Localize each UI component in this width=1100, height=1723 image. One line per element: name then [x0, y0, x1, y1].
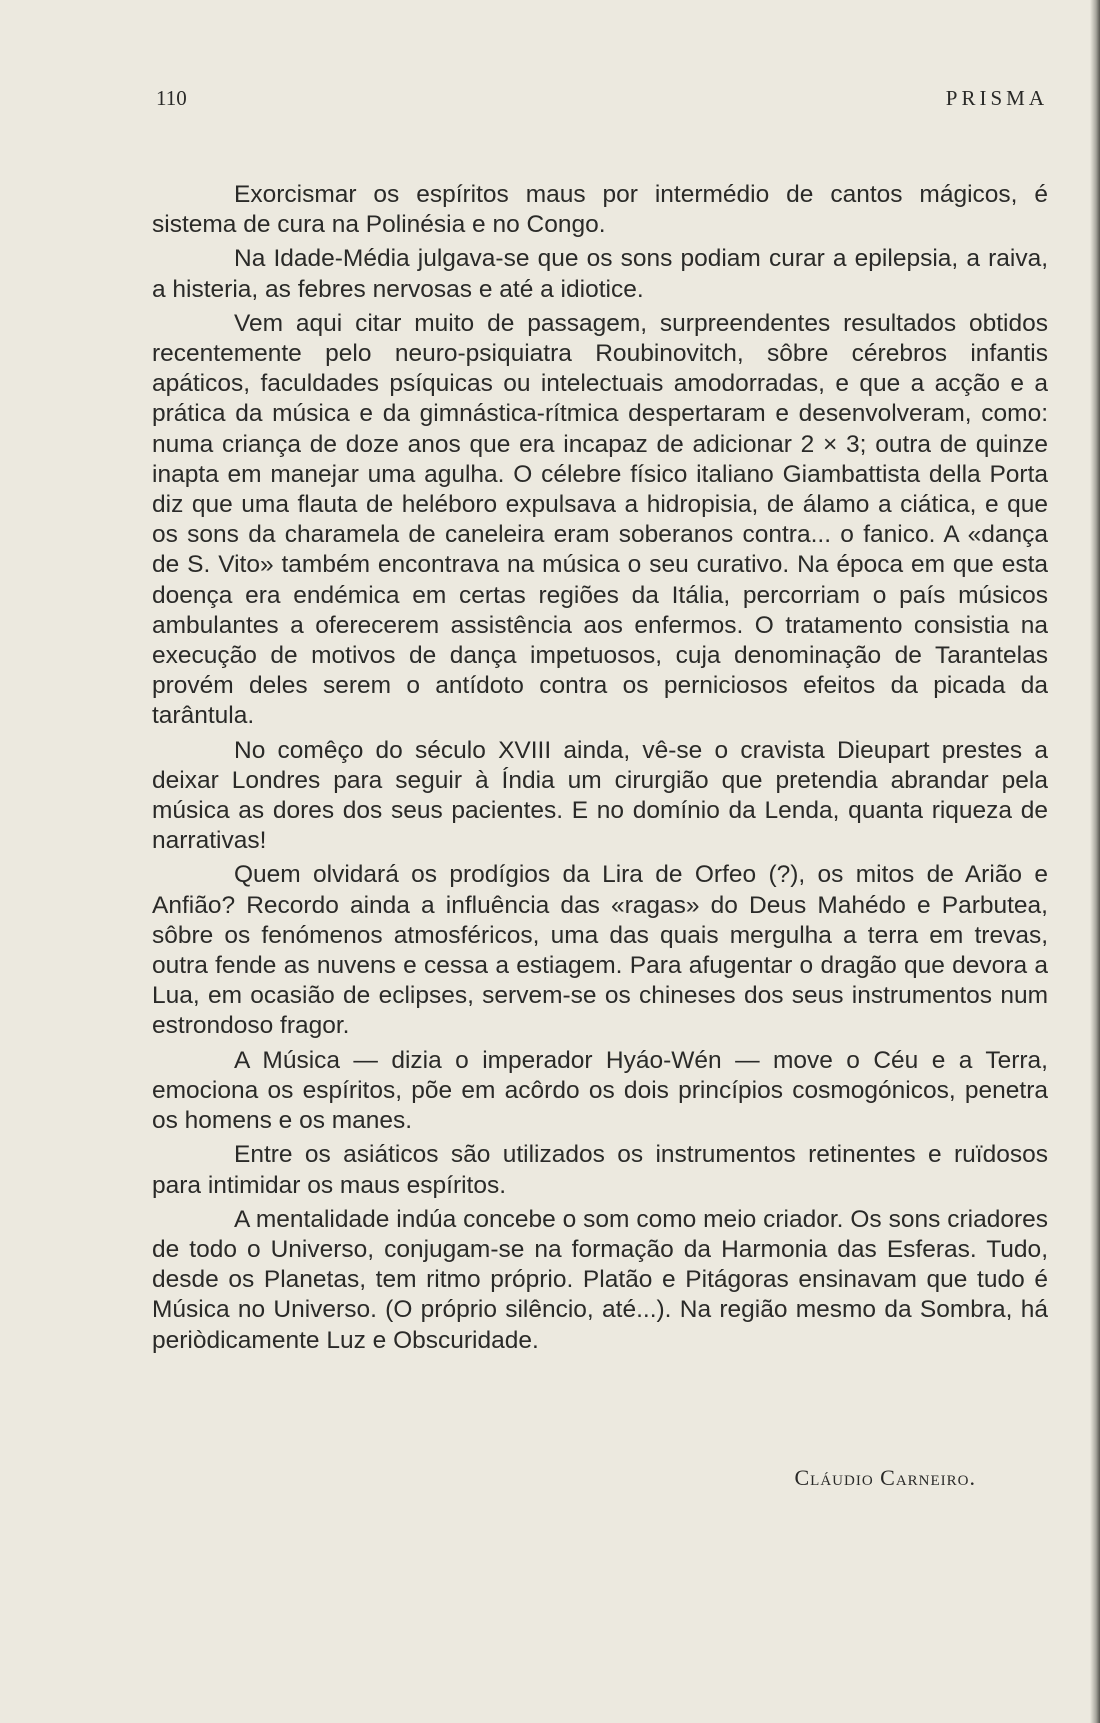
paragraph: No comêço do século XVIII ainda, vê-se o cravista Dieupart prestes a deixar Londres para seguir à Índia um cirurgião que pretendia abrandar pela música as dores dos seus pacientes. E no domínio da Lenda, quanta riqueza de narrativas! — [152, 736, 1048, 855]
paragraph: Na Idade-Média julgava-se que os sons podiam curar a epilepsia, a raiva, a histeria, as febres nervosas e até a idiotice. — [152, 245, 1048, 303]
article-body — [152, 180, 1048, 1360]
paragraph: Quem olvidará os prodígios da Lira de Orfeo (?), os mitos de Arião e Anfião? Recordo ainda a influência das «ragas» do Deus Mahédo e Parbutea, sôbre os fenómenos atmosféricos, uma das quais mergulha a terra em trevas, outra fende as nuvens e cessa a estiagem. Para afugentar o dragão que devora a Lua, em ocasião de eclipses, servem-se os chineses dos seus instrumentos num estrondoso fragor. — [152, 861, 1048, 1040]
page-edge-shadow — [1090, 0, 1100, 1723]
paragraph: A mentalidade indúa concebe o som como meio criador. Os sons criadores de todo o Universo, conjugam-se na formação da Harmonia das Esferas. Tudo, desde os Planetas, tem ritmo próprio. Platão e Pitágoras ensinavam que tudo é Música no Universo. (O próprio silêncio, até...). Na região mesmo da Sombra, há periòdicamente Luz e Obscuridade. — [152, 1205, 1048, 1354]
paragraph: A Música — dizia o imperador Hyáo-Wén — move o Céu e a Terra, emociona os espíritos, põe em acôrdo os dois princípios cosmogónicos, penetra os homens e os manes. — [152, 1046, 1048, 1135]
running-head — [156, 86, 1048, 116]
author-signature: Cláudio Carneiro. — [794, 1465, 976, 1490]
paragraph: Exorcismar os espíritos maus por intermédio de cantos mágicos, é sistema de cura na Polinésia e no Congo. — [152, 181, 1048, 239]
page-number: 110 — [156, 86, 187, 110]
paragraph: Entre os asiáticos são utilizados os instrumentos retinentes e ruïdosos para intimidar os maus espíritos. — [152, 1141, 1048, 1199]
paragraph: Vem aqui citar muito de passagem, surpreendentes resultados obtidos recentemente pelo neuro-psiquiatra Roubinovitch, sôbre cérebros infantis apáticos, faculdades psíquicas ou intelectuais amodorradas, e que a acção e a prática da música e da gimnástica-rítmica despertaram e desenvolveram, como: numa criança de doze anos que era incapaz de adicionar 2 × 3; outra de quinze inapta em manejar uma agulha. O célebre físico italiano Giambattista della Porta diz que uma flauta de heléboro expulsava a hidropisia, de álamo a ciática, e que os sons da charamela de caneleira eram soberanos contra... o fanico. A «dança de S. Vito» também encontrava na música o seu curativo. Na época em que esta doença era endémica em certas regiões da Itália, percorriam o país músicos ambulantes a oferecerem assistência aos enfermos. O tratamento consistia na execução de motivos de dança impetuosos, cuja denominação de Tarantelas provém deles serem o antídoto contra os perniciosos efeitos da picada da tarântula. — [152, 309, 1048, 730]
journal-title: PRISMA — [945, 86, 1048, 110]
